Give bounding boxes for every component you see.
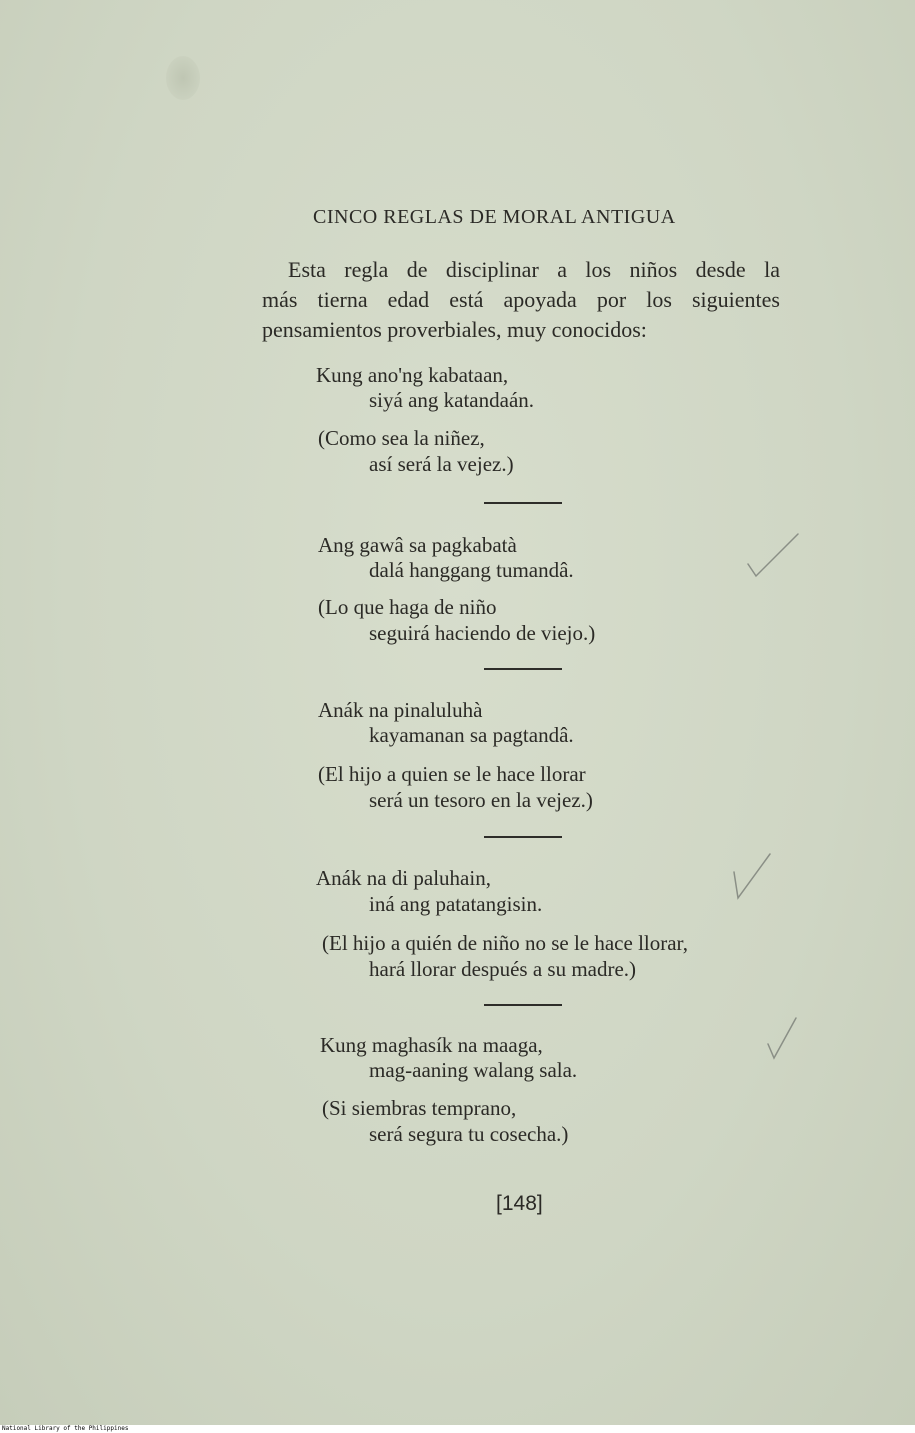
proverb-2-tagalog-line-1: Ang gawâ sa pagkabatà — [318, 533, 517, 557]
checkmark-icon — [728, 850, 788, 920]
separator-rule — [484, 1004, 562, 1006]
page-title: CINCO REGLAS DE MORAL ANTIGUA — [313, 206, 676, 228]
proverb-2-tagalog-line-2: dalá hanggang tumandâ. — [369, 558, 574, 582]
proverb-1-tagalog-line-1: Kung ano'ng kabataan, — [316, 363, 509, 387]
proverb-4-tagalog-line-2: iná ang patatangisin. — [369, 892, 543, 916]
intro-line-2: más tierna edad está apoyada por los siguientes — [262, 287, 780, 312]
proverb-4-spanish-line-1: (El hijo a quién de niño no se le hace llorar, — [322, 931, 688, 955]
proverb-3-spanish-line-1: (El hijo a quien se le hace llorar — [318, 762, 586, 786]
proverb-3-spanish-line-2: será un tesoro en la vejez.) — [369, 788, 593, 812]
proverb-1-spanish-line-1: (Como sea la niñez, — [318, 426, 485, 450]
intro-line-1: Esta regla de disciplinar a los niños desde la — [288, 257, 780, 282]
paper-stain — [166, 56, 200, 100]
proverb-2-spanish-line-1: (Lo que haga de niño — [318, 595, 497, 619]
proverb-4-spanish-line-2: hará llorar después a su madre.) — [369, 957, 637, 981]
page-number: [148] — [496, 1192, 543, 1215]
checkmark-icon — [742, 528, 802, 598]
proverb-5-tagalog-line-1: Kung maghasík na maaga, — [320, 1033, 543, 1057]
separator-rule — [484, 502, 562, 504]
proverb-5-tagalog-line-2: mag-aaning walang sala. — [369, 1058, 578, 1082]
proverb-1-tagalog-line-2: siyá ang katandaán. — [369, 388, 535, 412]
checkmark-icon — [764, 1016, 824, 1086]
separator-rule — [484, 836, 562, 838]
proverb-5-spanish-line-2: será segura tu cosecha.) — [369, 1122, 569, 1146]
intro-line-3: pensamientos proverbiales, muy conocidos: — [262, 317, 647, 342]
separator-rule — [484, 668, 562, 670]
intro-paragraph — [262, 255, 780, 345]
proverb-3-tagalog-line-2: kayamanan sa pagtandâ. — [369, 723, 574, 747]
proverb-2-spanish-line-2: seguirá haciendo de viejo.) — [369, 621, 596, 645]
footer-strip — [0, 1425, 915, 1433]
footer-credit: National Library of the Philippines — [2, 1425, 129, 1432]
proverb-3-tagalog-line-1: Anák na pinaluluhà — [318, 698, 483, 722]
proverb-4-tagalog-line-1: Anák na di paluhain, — [316, 866, 491, 890]
proverb-5-spanish-line-1: (Si siembras temprano, — [322, 1096, 517, 1120]
proverb-1-spanish-line-2: así será la vejez.) — [369, 452, 514, 476]
